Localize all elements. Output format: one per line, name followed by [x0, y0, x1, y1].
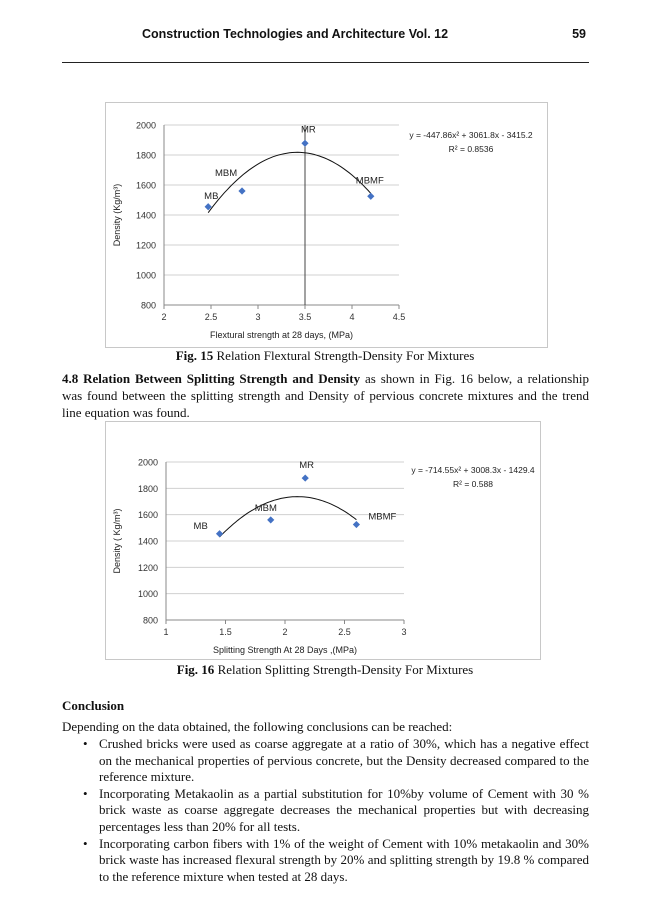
section-4-8-heading: 4.8 Relation Between Splitting Strength and Density — [62, 371, 361, 386]
data-point-mr — [302, 474, 309, 481]
list-item — [62, 786, 589, 836]
list-item — [62, 836, 589, 886]
figure-16-label: Fig. 16 — [176, 662, 215, 677]
figure-16-svg — [106, 422, 540, 659]
trendline-equation: y = -447.86x² + 3061.8x - 3415.2 — [409, 130, 533, 140]
running-header — [62, 27, 588, 51]
figure-16-caption-text: Relation Splitting Strength-Density For Mixtures — [214, 662, 474, 677]
point-label-mr: MR — [301, 124, 316, 136]
data-point-mbm — [267, 516, 274, 523]
r-squared-label: R² = 0.8536 — [448, 144, 494, 154]
point-label-mbm: MBM — [215, 168, 238, 179]
y-tick-label: 1000 — [135, 270, 156, 281]
point-label-mbmf: MBMF — [368, 511, 397, 523]
section-4-8-text: as shown in Fig. 16 below, a relationship was found between the splitting strength and Density of pervious concrete mixtures and the trend line equation was found. — [62, 371, 589, 420]
trendline — [220, 497, 357, 537]
x-tick-label: 3 — [255, 312, 261, 322]
journal-title: Construction Technologies and Architecture Vol. 12 — [142, 27, 449, 41]
y-tick-label: 1600 — [137, 510, 158, 521]
bullet-text: Incorporating carbon fibers with 1% of the weight of Cement with 10% metakaolin and 30% brick waste has increased flexural strength by 20% and splitting strength by 19.8 % compared to the reference mixture when tested at 28 days. — [99, 835, 589, 884]
data-point-mbmf — [353, 521, 360, 528]
conclusion-intro: Depending on the data obtained, the following conclusions can be reached: — [62, 719, 453, 734]
bullet-icon: • — [83, 785, 88, 801]
section-4-8-paragraph — [62, 370, 589, 421]
x-tick-label: 2.5 — [338, 627, 351, 637]
x-tick-label: 3 — [401, 627, 407, 637]
bullet-icon: • — [83, 736, 88, 751]
figure-15-caption-text: Relation Flextural Strength-Density For Mixtures — [213, 348, 475, 363]
y-tick-label: 800 — [142, 615, 158, 626]
x-tick-label: 2.5 — [204, 312, 218, 322]
point-label-mr: MR — [299, 460, 315, 472]
x-tick-label: 3.5 — [298, 312, 312, 322]
y-tick-label: 1600 — [135, 180, 156, 191]
x-axis-title: Flextural strength at 28 days, (MPa) — [209, 330, 354, 340]
data-point-mbmf — [367, 193, 374, 200]
x-tick-label: 1 — [163, 627, 169, 637]
y-axis-title: Density ( Kg/m³) — [112, 508, 122, 574]
conclusion-bullet-list — [62, 736, 589, 885]
y-tick-label: 1200 — [137, 562, 158, 573]
point-label-mb: MB — [204, 190, 219, 202]
x-tick-label: 4 — [349, 312, 355, 322]
y-axis-title: Density (Kg/m³) — [112, 183, 122, 247]
x-tick-label: 1.5 — [219, 627, 232, 637]
conclusion-title: Conclusion — [62, 698, 125, 713]
page-number: 59 — [572, 27, 586, 41]
y-tick-label: 1800 — [135, 150, 156, 161]
data-point-mr — [301, 140, 308, 147]
point-label-mbmf: MBMF — [355, 175, 384, 187]
point-label-mb: MB — [193, 520, 208, 532]
y-tick-label: 800 — [140, 300, 156, 311]
bullet-icon: • — [83, 835, 88, 851]
figure-15-svg — [106, 103, 547, 347]
y-tick-label: 2000 — [137, 457, 158, 468]
list-item — [62, 736, 589, 786]
bullet-text: Crushed bricks were used as coarse aggregate at a ratio of 30%, which has a negative effect on the mechanical properties of pervious concrete, but the Density decreased compared to the reference mixture. — [99, 736, 589, 785]
x-axis-title: Splitting Strength At 28 Days ,(MPa) — [212, 645, 358, 655]
figure-16-caption — [0, 662, 650, 678]
figure-15-label: Fig. 15 — [175, 348, 214, 363]
y-tick-label: 1000 — [137, 589, 158, 600]
figure-16-chart — [105, 421, 541, 660]
x-tick-label: 4.5 — [392, 312, 406, 322]
x-tick-label: 2 — [161, 312, 167, 322]
r-squared-label: R² = 0.588 — [453, 479, 493, 489]
data-point-mb — [216, 530, 223, 537]
bullet-text: Incorporating Metakaolin as a partial substitution for 10%by volume of Cement with 30 % brick waste as coarse aggregate decreases the mechanical properties but with decreasing percentages less than 20% for all tests. — [99, 785, 589, 834]
figure-15-chart — [105, 102, 548, 348]
trendline — [208, 152, 371, 212]
y-tick-label: 1400 — [137, 536, 158, 547]
y-tick-label: 1400 — [135, 210, 156, 221]
header-rule — [62, 62, 589, 63]
x-tick-label: 2 — [282, 627, 288, 637]
point-label-mbm: MBM — [254, 502, 277, 514]
y-tick-label: 2000 — [135, 120, 156, 131]
data-point-mbm — [238, 187, 245, 194]
y-tick-label: 1200 — [135, 240, 156, 251]
figure-15-caption — [0, 348, 650, 364]
trendline-equation: y = -714.55x² + 3008.3x - 1429.4 — [411, 465, 535, 475]
y-tick-label: 1800 — [137, 483, 158, 494]
